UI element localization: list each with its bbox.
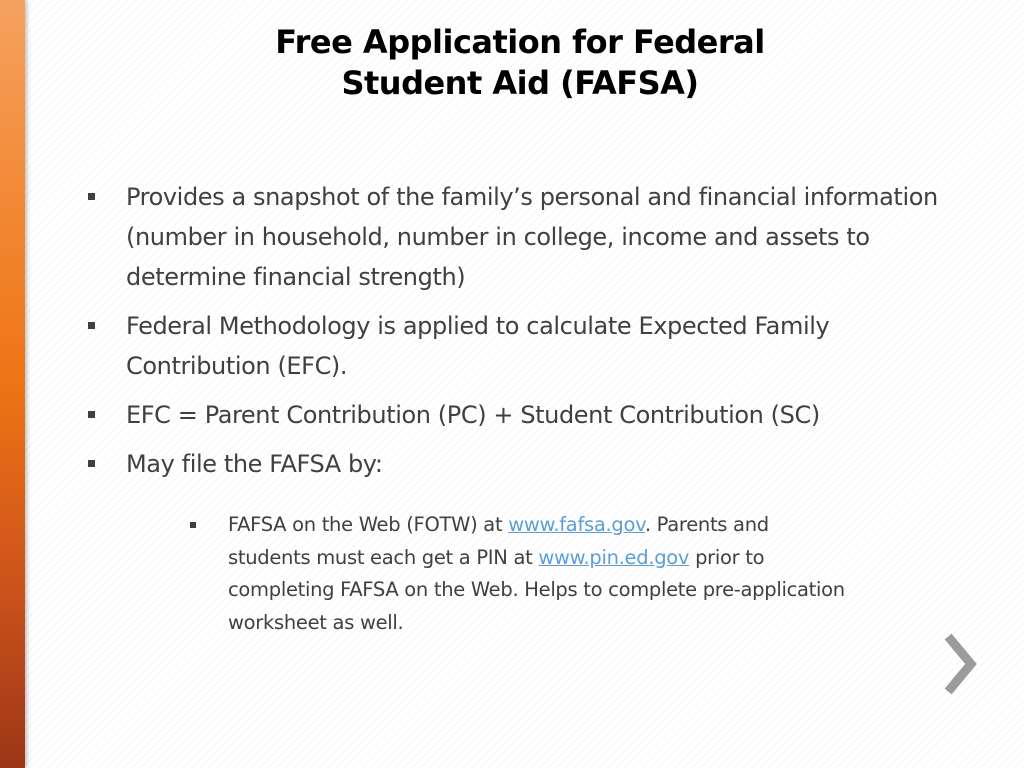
bullet-item (88, 444, 968, 484)
square-bullet-icon (88, 411, 95, 418)
bullet-text: EFC = Parent Contribution (PC) + Student Contribution (SC) (126, 401, 820, 429)
sub-bullet-list (190, 509, 850, 639)
pin-link[interactable]: www.pin.ed.gov (538, 545, 690, 569)
sub-bullet-text-1: FAFSA on the Web (FOTW) at (228, 513, 509, 536)
square-bullet-icon (88, 193, 95, 200)
bullet-item (88, 395, 968, 435)
bullet-list (88, 177, 968, 484)
bullet-item (88, 177, 968, 297)
fafsa-link[interactable]: www.fafsa.gov (508, 513, 645, 536)
sub-bullet-text-2: . Parents and students must each get a PIN at (228, 513, 769, 569)
bullet-text: May file the FAFSA by: (126, 450, 383, 478)
slide-content (88, 177, 968, 493)
square-bullet-icon (190, 522, 196, 528)
bullet-text: Federal Methodology is applied to calculate Expected Family Contribution (EFC). (126, 312, 830, 380)
chevron-right-icon[interactable] (940, 632, 980, 696)
accent-side-bar (0, 0, 25, 768)
title-line-2: Student Aid (FAFSA) (341, 64, 699, 102)
square-bullet-icon (88, 322, 95, 329)
sub-bullet-text-3: prior to completing FAFSA on the Web. Helps to complete pre-application worksheet as well. (228, 545, 845, 634)
sub-bullet-item (190, 509, 850, 639)
bullet-text: Provides a snapshot of the family’s personal and financial information (number in household, number in college, income and assets to determine financial strength) (126, 183, 938, 291)
slide-title (120, 22, 920, 104)
square-bullet-icon (88, 460, 95, 467)
title-line-1: Free Application for Federal (275, 23, 765, 61)
bullet-item (88, 306, 968, 386)
